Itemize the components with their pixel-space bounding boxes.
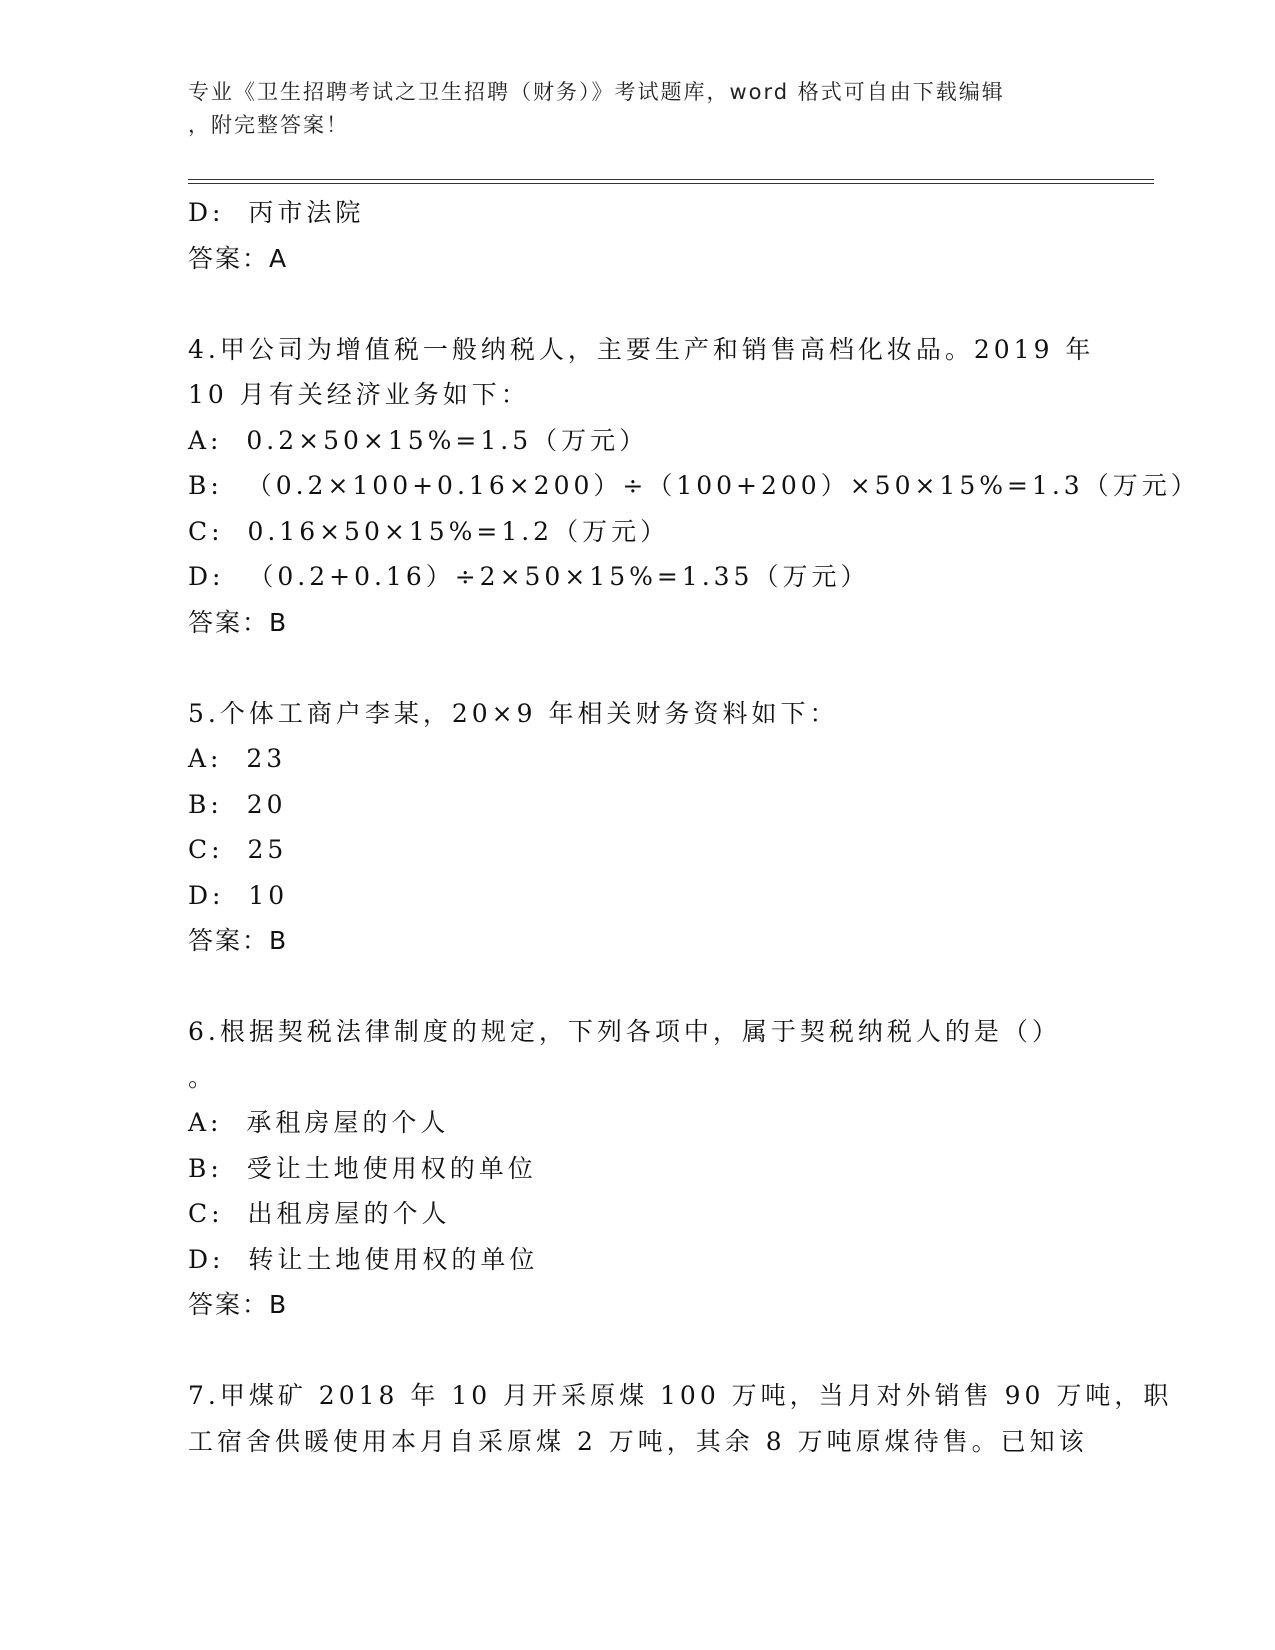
prev-question-option-d: D: 丙市法院 [188,198,365,227]
option-c: C: 25 [188,835,288,864]
question-stem: 4.甲公司为增值税一般纳税人，主要生产和销售高档化妆品。2019 年 [188,334,1095,364]
page-header [188,76,1068,142]
option-d: D: 转让土地使用权的单位 [188,1244,539,1274]
document-body [188,190,1200,1464]
spacer [188,281,1088,327]
question-7 [188,1373,1173,1464]
question-stem: 7.甲煤矿 2018 年 10 月开采原煤 100 万吨，当月对外销售 90 万吨，职 [188,1381,1173,1410]
option-d: D: （0.2+0.16）÷2×50×15%=1.35（万元） [188,562,870,591]
option-a: A: 承租房屋的个人 [188,1108,450,1137]
option-c: C: 0.16×50×15%=1.2（万元） [188,516,670,546]
question-6 [188,1009,1088,1328]
spacer [188,964,1088,1010]
option-b: B: 20 [188,789,287,819]
question-stem-continuation: 。 [188,1062,214,1092]
header-line-1: 专业《卫生招聘考试之卫生招聘（财务）》考试题库，word 格式可自由下载编辑 [188,80,1005,104]
answer: 答案：B [188,607,289,637]
prev-question-answer: 答案：A [188,243,289,273]
answer: 答案：B [188,926,289,955]
question-5 [188,691,1088,964]
header-divider-top [188,179,1154,180]
header-line-2: ，附完整答案！ [188,113,349,137]
option-a: A: 23 [188,744,287,773]
option-a: A: 0.2×50×15%=1.5（万元） [188,425,649,455]
spacer [188,645,1088,691]
answer: 答案：B [188,1290,289,1319]
question-stem: 5.个体工商户李某，20×9 年相关财务资料如下： [188,698,839,728]
question-stem: 10 月有关经济业务如下： [188,380,530,409]
spacer [188,1328,1088,1374]
question-4 [188,327,1200,646]
option-b: B: （0.2×100+0.16×200）÷（100+200）×50×15%=1.3（万元） [188,471,1200,500]
question-stem: 6.根据契税法律制度的规定，下列各项中，属于契税纳税人的是（） [188,1017,1061,1046]
option-c: C: 出租房屋的个人 [188,1199,451,1228]
question-stem: 工宿舍供暖使用本月自采原煤 2 万吨，其余 8 万吨原煤待售。已知该 [188,1426,1088,1456]
option-d: D: 10 [188,880,289,910]
option-b: B: 受让土地使用权的单位 [188,1153,537,1183]
header-divider-bottom [188,183,1154,184]
